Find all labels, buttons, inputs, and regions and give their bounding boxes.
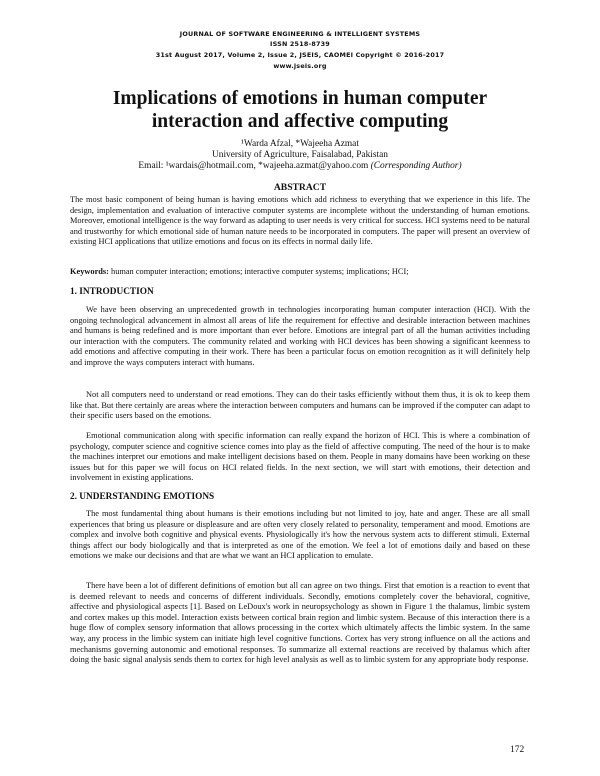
emotions-paragraph-2: There have been a lot of different definitions of emotion but all can agree on two things. First that emotion is a reaction to event that is deemed relevant to needs and concerns of different individuals. Secondly, emotions completely cover the behavioral, cognitive, affective and physiological aspects [1]. Based on LeDoux's work in neuropsychology as shown in Figure 1 the thalamus, limbic system and cortex makes up this model. Interaction exists between cortical brain region and limbic system. Because of this interaction there is a huge flow of complex sensory information that allows processing in the cortex which ultimately affects the limbic system. In the same way, any process in the limbic system can initiate high level cognitive functions. Cortex has very strong influence on all the actions and mechanisms governing autonomic and emotional responses. To summarize all external reactions are received by thalamus which after doing the basic signal analysis sends them to cortex for high level analysis as well as to limbic system for any appropriate body response. bbox=[70, 581, 530, 665]
abstract-text: The most basic component of being human is having emotions which add richness to everything that we experience in this life. The design, implementation and evaluation of interactive computer systems are incomplete without the understanding of human emotions. Moreover, emotional intelligence is the way forward as adapting to user needs is very critical for success. HCI systems need to be natural and trustworthy for which emotional side of human nature needs to be incorporated in computers. The paper will present an overview of existing HCI applications that utilize emotions and focus on its effects in normal daily life. bbox=[70, 195, 530, 247]
intro-paragraph-1: We have been observing an unprecedented growth in technologies incorporating human computer interaction (HCI). With the ongoing technological advancement in almost all areas of life the requirement for effective and desirable interaction between machines and humans is being redefined and is more important than ever before. Emotions are integral part of all the human activities including our interaction with the computers. The community related and working with HCI devices has been showing a significant keenness to add emotions and affective computing in their work. There has been a particular focus on emotion recognition as it will definitely help and improve the ways computers interact with humans. bbox=[70, 305, 530, 367]
journal-website[interactable]: www.jseis.org bbox=[273, 62, 327, 70]
keywords-text: human computer interaction; emotions; interactive computer systems; implications; HCI; bbox=[108, 267, 409, 276]
journal-issn: ISSN 2518-8739 bbox=[270, 40, 330, 48]
intro-paragraph-3: Emotional communication along with specific information can really expand the horizon of HCI. This is where a combination of psychology, computer science and cognitive science comes into play as the field of affective computing. The need of the hour is to make the machines interpret our emotions and make intelligent decisions based on them. People in many domains have been working on these issues but for this paper we will focus on HCI related fields. In the next section, we will start with emotions, their detection and involvement in existing applications. bbox=[70, 431, 530, 483]
affiliation: University of Agriculture, Faisalabad, Pakistan bbox=[211, 150, 388, 160]
email-addresses[interactable]: Email: ¹wardais@hotmail.com, *wajeeha.azmat@yahoo.com bbox=[138, 161, 371, 171]
emotions-paragraph-1: The most fundamental thing about humans is their emotions including but not limited to joy, hate and anger. These are all small experiences that bring us pleasure or displeasure and are often very closely related to personality, temperament and mood. Emotions are complex and involve both cognitive and physical events. Physiologically it's how the nervous system acts to different stimuli. External things affect our body biologically and that is interpreted as one of the emotion. We feel a lot of emotions daily and based on these emotions we make our decisions and that are what we want an HCI application to emulate. bbox=[70, 509, 530, 561]
paper-title-line-1: Implications of emotions in human computer bbox=[112, 88, 488, 109]
keywords-line bbox=[70, 267, 530, 278]
paper-title-line-2: interaction and affective computing bbox=[151, 111, 449, 132]
page-number: 172 bbox=[510, 745, 525, 755]
corresponding-author-note: (Corresponding Author) bbox=[370, 161, 462, 171]
abstract-heading: ABSTRACT bbox=[273, 182, 327, 193]
section-heading-introduction: 1. INTRODUCTION bbox=[70, 287, 154, 297]
journal-name: JOURNAL OF SOFTWARE ENGINEERING & INTELLIGENT SYSTEMS bbox=[179, 30, 421, 38]
email-line bbox=[0, 161, 600, 172]
authors: ¹Warda Afzal, *Wajeeha Azmat bbox=[241, 139, 359, 149]
journal-issue-line: 31st August 2017, Volume 2, Issue 2, JSEIS, CAOMEI Copyright © 2016-2017 bbox=[155, 51, 445, 59]
keywords-label: Keywords: bbox=[70, 267, 109, 276]
section-heading-understanding-emotions: 2. UNDERSTANDING EMOTIONS bbox=[70, 492, 215, 502]
intro-paragraph-2: Not all computers need to understand or read emotions. They can do their tasks efficiently without them thus, it is ok to keep them like that. But there certainly are areas where the interaction between computers and humans can be improved if the computer can adapt to their specific users based on the emotions. bbox=[70, 390, 530, 421]
